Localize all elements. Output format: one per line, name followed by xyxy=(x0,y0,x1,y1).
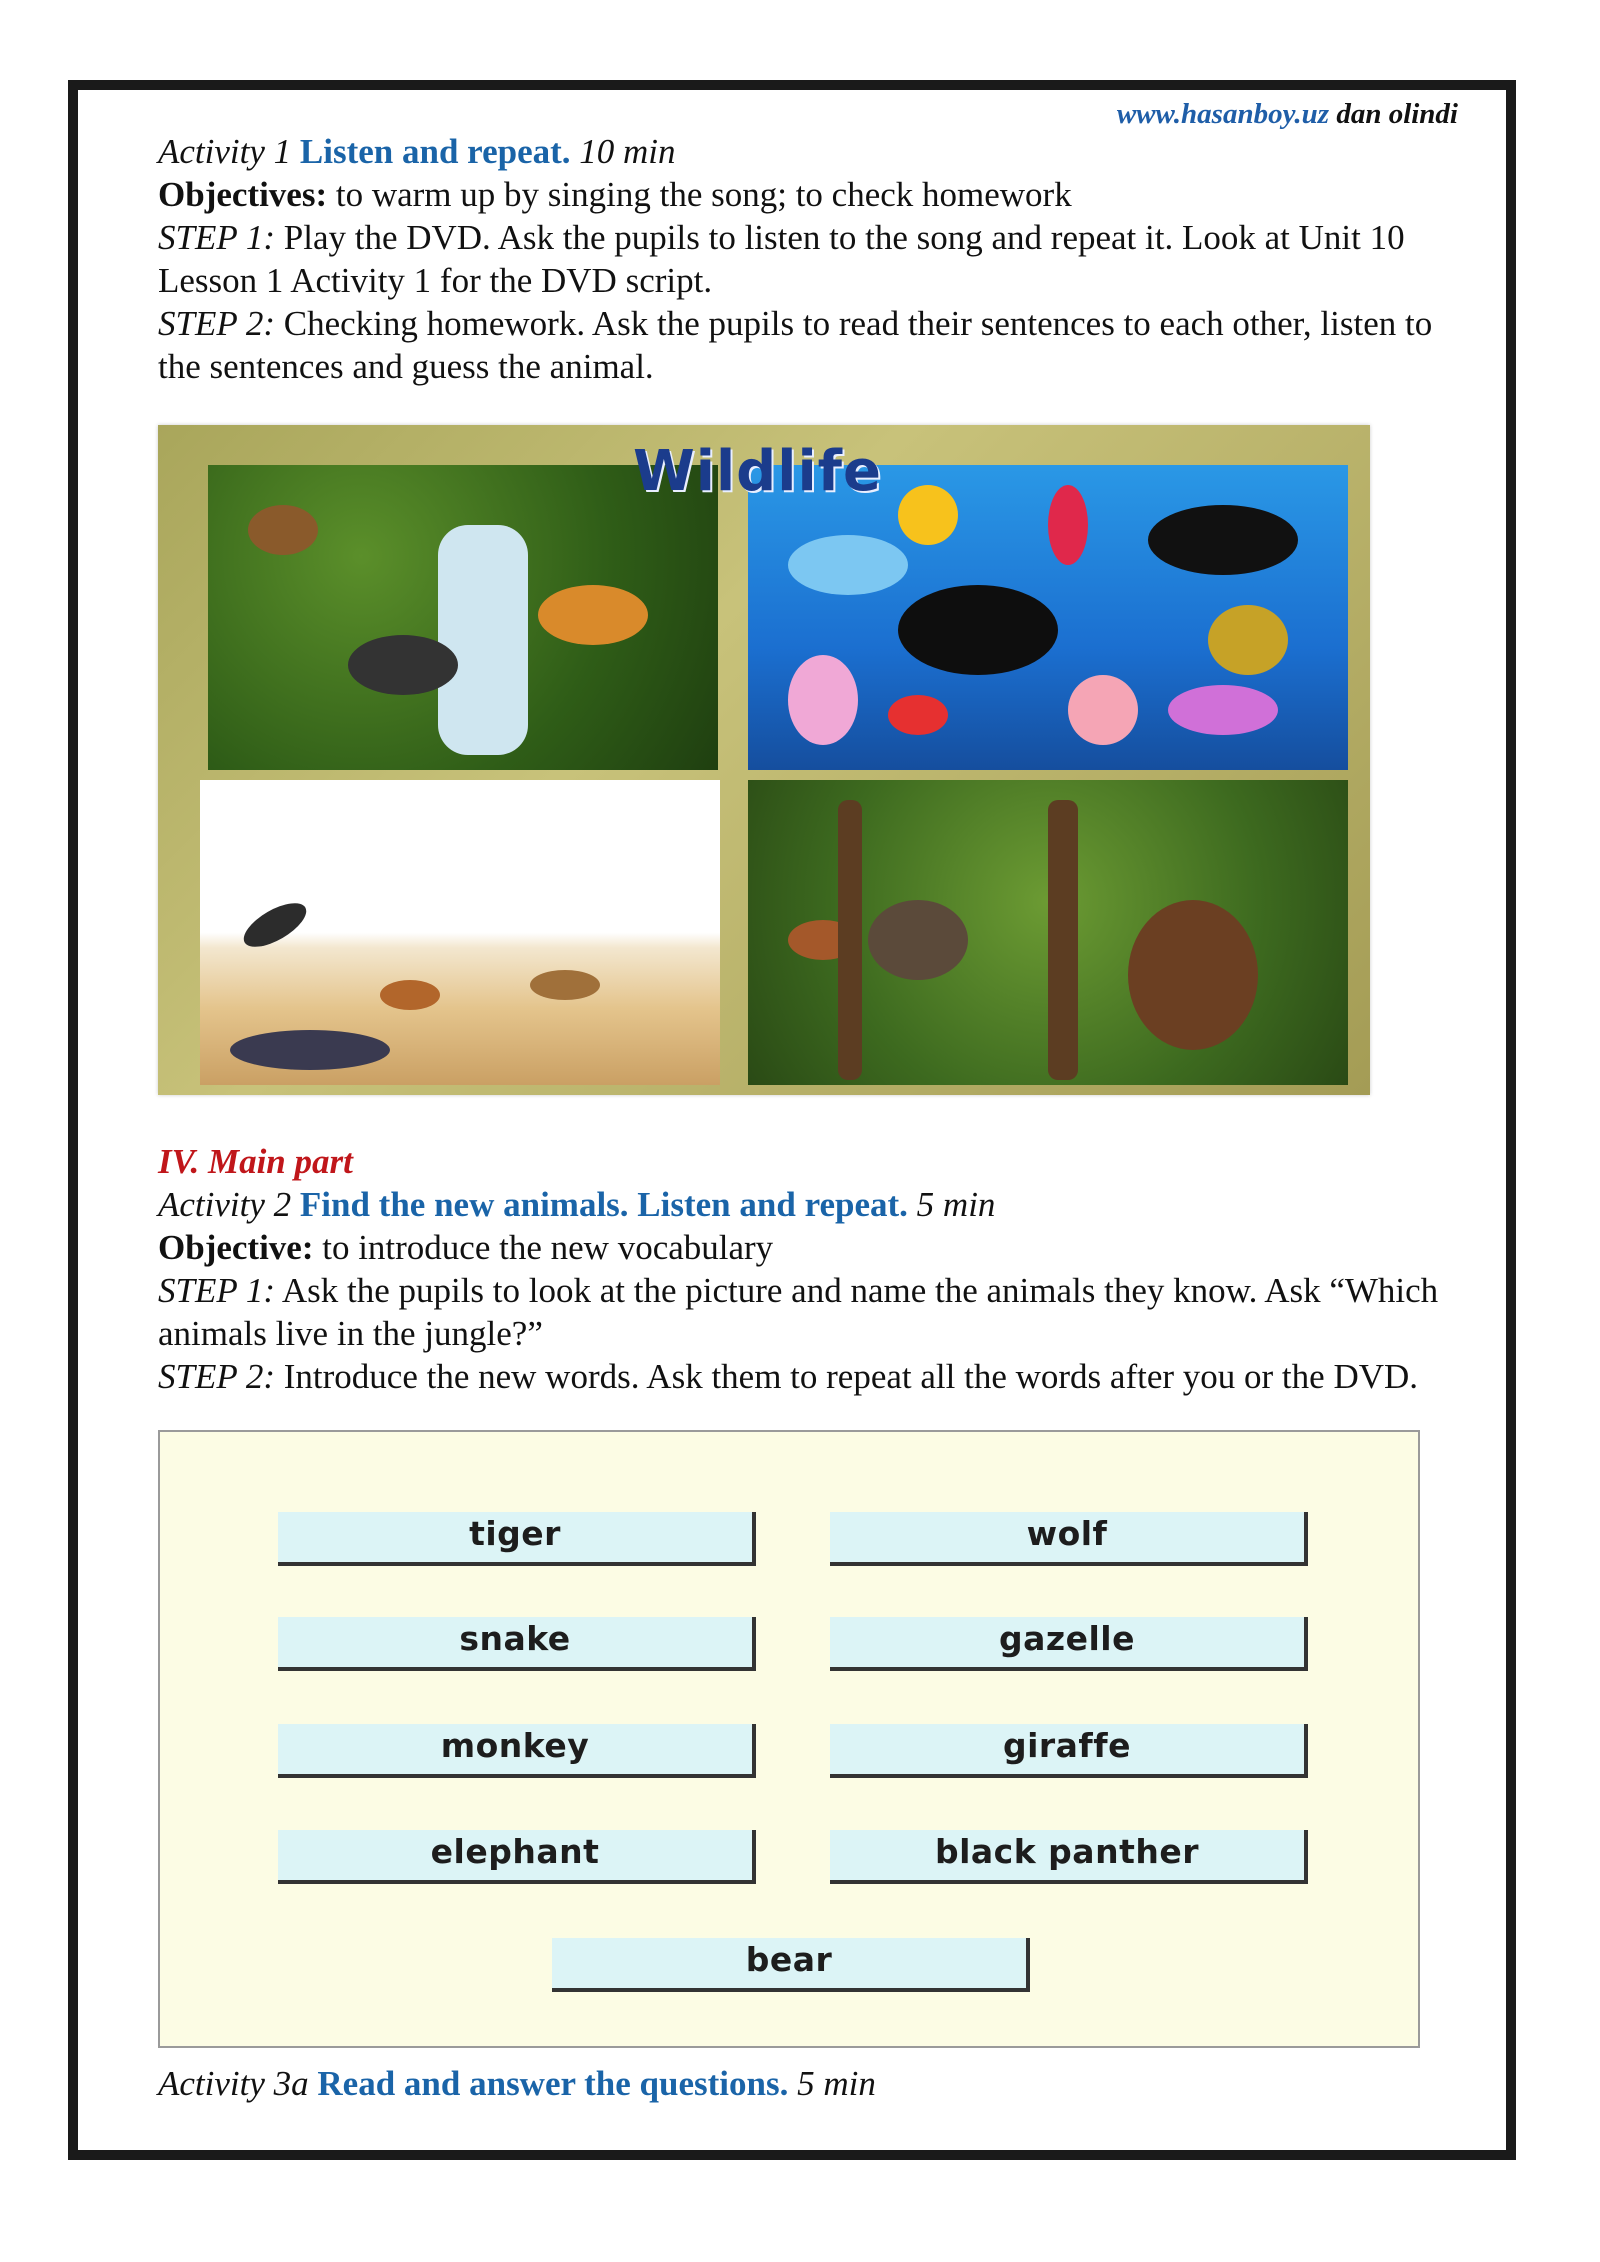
step2-label: STEP 2: xyxy=(158,304,275,343)
activity2-step2 xyxy=(158,1355,1478,1398)
activity1-step1 xyxy=(158,216,1478,302)
word-cards-panel xyxy=(158,1430,1420,2048)
word-card-wolf: wolf xyxy=(830,1512,1308,1566)
activity3a-label: Activity 3a xyxy=(158,2064,309,2103)
step2-text: Checking homework. Ask the pupils to read their sentences to each other, listen to the sentences and guess the animal. xyxy=(158,304,1433,386)
activity1-objectives xyxy=(158,173,1478,216)
main-part-text xyxy=(158,1140,1478,1398)
source-suffix: dan olindi xyxy=(1329,98,1458,130)
wildlife-picture xyxy=(158,425,1370,1095)
activity3a-title: Read and answer the questions. xyxy=(317,2064,789,2103)
a2-step2-label: STEP 2: xyxy=(158,1357,275,1396)
word-card-tiger: tiger xyxy=(278,1512,756,1566)
objectives-label: Objectives: xyxy=(158,175,328,214)
word-card-bear: bear xyxy=(552,1938,1030,1992)
activity1-time: 10 min xyxy=(579,132,676,171)
main-part-heading: IV. Main part xyxy=(158,1142,353,1181)
word-card-monkey: monkey xyxy=(278,1724,756,1778)
activity2-objective xyxy=(158,1226,1478,1269)
activity2-time: 5 min xyxy=(916,1185,996,1224)
a2-step1-label: STEP 1: xyxy=(158,1271,275,1310)
a2-step1-text: Ask the pupils to look at the picture and name the animals they know. Ask “Which animals live in the jungle?” xyxy=(158,1271,1439,1353)
activity1-heading xyxy=(158,130,1478,173)
activity1-title: Listen and repeat. xyxy=(299,132,571,171)
activity2-title: Find the new animals. Listen and repeat. xyxy=(299,1185,908,1224)
activity3a-heading xyxy=(158,2062,1478,2105)
source-link[interactable]: www.hasanboy.uz xyxy=(1116,98,1330,130)
activity2-heading xyxy=(158,1183,1478,1226)
word-card-gazelle: gazelle xyxy=(830,1617,1308,1671)
desert-scene xyxy=(200,780,720,1085)
page-frame xyxy=(68,80,1516,2160)
activity3a-time: 5 min xyxy=(797,2064,876,2103)
objective-text: to introduce the new vocabulary xyxy=(313,1228,774,1267)
activity3a-text xyxy=(158,2062,1478,2105)
step1-label: STEP 1: xyxy=(158,218,275,257)
step1-text: Play the DVD. Ask the pupils to listen to the song and repeat it. Look at Unit 10 Lesson 1 Activity 1 for the DVD script. xyxy=(158,218,1405,300)
wildlife-title: Wildlife xyxy=(633,439,882,504)
objective-label: Objective: xyxy=(158,1228,314,1267)
word-card-giraffe: giraffe xyxy=(830,1724,1308,1778)
word-card-snake: snake xyxy=(278,1617,756,1671)
activity1-step2 xyxy=(158,302,1478,388)
activity2-step1 xyxy=(158,1269,1478,1355)
ocean-scene xyxy=(748,465,1348,770)
a2-step2-text: Introduce the new words. Ask them to repeat all the words after you or the DVD. xyxy=(275,1357,1419,1396)
word-card-black-panther: black panther xyxy=(830,1830,1308,1884)
jungle-scene xyxy=(208,465,718,770)
objectives-text: to warm up by singing the song; to check homework xyxy=(327,175,1072,214)
forest-scene xyxy=(748,780,1348,1085)
word-card-elephant: elephant xyxy=(278,1830,756,1884)
activity1-label: Activity 1 xyxy=(158,132,292,171)
source-credit xyxy=(1117,98,1458,131)
activity2-label: Activity 2 xyxy=(158,1185,292,1224)
activity1-text xyxy=(158,130,1478,388)
